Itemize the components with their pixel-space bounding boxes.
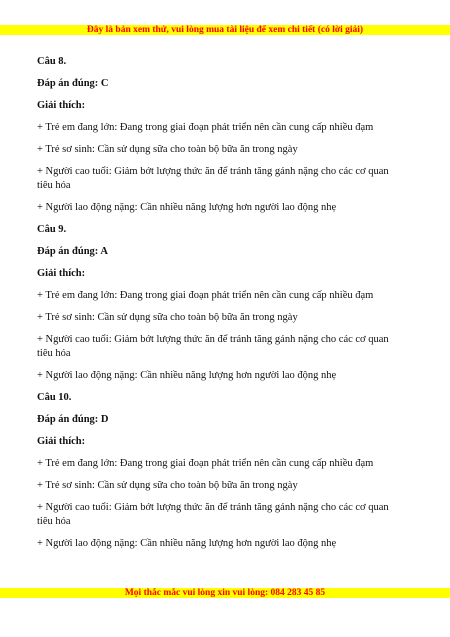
preview-notice-banner [0,25,450,35]
explanation-item: + Trẻ em đang lớn: Đang trong giai đoạn phát triển nên cần cung cấp nhiều đạm [37,290,374,301]
explanation-item: + Trẻ sơ sinh: Cần sử dụng sữa cho toàn bộ bữa ăn trong ngày [37,312,298,323]
explanation-item: + Trẻ em đang lớn: Đang trong giai đoạn phát triển nên cần cung cấp nhiều đạm [37,458,374,469]
answer-line: Đáp án đúng: D [37,414,109,425]
explanation-label: Giải thích: [37,100,86,111]
question-title: Câu 8. [37,56,67,67]
explanation-item: + Người cao tuổi: Giảm bớt lượng thức ăn để tránh tăng gánh nặng cho các cơ quan tiêu hóa [37,502,389,527]
explanation-label: Giải thích: [37,268,86,279]
question-block [37,391,407,551]
explanation-item: + Người cao tuổi: Giảm bớt lượng thức ăn để tránh tăng gánh nặng cho các cơ quan tiêu hóa [37,334,389,359]
explanation-item: + Người cao tuổi: Giảm bớt lượng thức ăn để tránh tăng gánh nặng cho các cơ quan tiêu hóa [37,166,389,191]
explanation-item: + Người lao động nặng: Cần nhiều năng lượng hơn người lao động nhẹ [37,538,337,549]
contact-footer-text: Mọi thắc mắc vui lòng xin vui lòng: 084 283 45 85 [124,588,326,598]
explanation-item: + Trẻ sơ sinh: Cần sử dụng sữa cho toàn bộ bữa ăn trong ngày [37,144,298,155]
question-block [37,55,407,215]
question-title: Câu 10. [37,392,72,403]
explanation-item: + Người lao động nặng: Cần nhiều năng lượng hơn người lao động nhẹ [37,370,337,381]
question-block [37,223,407,383]
preview-notice-text: Đây là bản xem thử, vui lòng mua tài liệu để xem chi tiết (có lời giải) [86,25,364,35]
question-title: Câu 9. [37,224,67,235]
document-body [37,55,407,559]
answer-line: Đáp án đúng: A [37,246,108,257]
explanation-item: + Trẻ sơ sinh: Cần sử dụng sữa cho toàn bộ bữa ăn trong ngày [37,480,298,491]
contact-footer-banner [0,588,450,598]
explanation-item: + Người lao động nặng: Cần nhiều năng lượng hơn người lao động nhẹ [37,202,337,213]
explanation-item: + Trẻ em đang lớn: Đang trong giai đoạn phát triển nên cần cung cấp nhiều đạm [37,122,374,133]
explanation-label: Giải thích: [37,436,86,447]
answer-line: Đáp án đúng: C [37,78,109,89]
